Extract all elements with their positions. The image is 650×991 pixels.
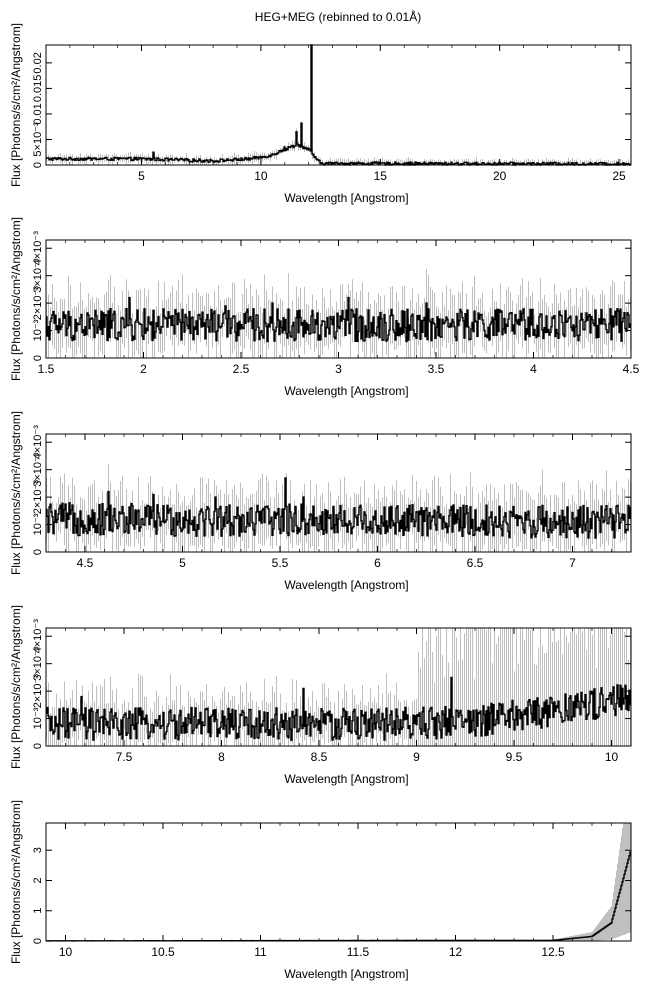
y-tick-label: 0	[32, 937, 44, 945]
y-tick-label: 1	[32, 907, 44, 914]
x-tick-label: 3.5	[427, 362, 445, 376]
chart-title: HEG+MEG (rebinned to 0.01Å)	[254, 10, 422, 24]
y-tick-label: 4×10⁻³	[32, 425, 44, 460]
spectrum-line	[46, 45, 631, 165]
x-tick-label: 7	[569, 556, 576, 570]
panel-2	[9, 217, 640, 398]
x-tick-label: 10	[254, 169, 268, 183]
x-tick-label: 7.5	[115, 750, 133, 764]
x-tick-label: 4	[530, 362, 537, 376]
x-tick-label: 4.5	[76, 556, 94, 570]
y-tick-label: 0	[32, 161, 44, 169]
y-axis-label: Flux [Photons/s/cm²/Angstrom]	[9, 22, 23, 188]
y-tick-label: 4×10⁻³	[32, 619, 44, 654]
plot-frame	[46, 45, 631, 165]
y-tick-label: 3×10⁻³	[32, 258, 44, 293]
x-tick-label: 12	[448, 945, 463, 959]
y-tick-label: 2×10⁻³	[32, 673, 44, 709]
x-tick-label: 10	[604, 750, 619, 764]
x-tick-label: 15	[373, 169, 387, 183]
x-tick-label: 11	[254, 945, 267, 959]
x-axis-label: Wavelength [Angstrom]	[284, 772, 409, 786]
x-tick-label: 2.5	[232, 362, 250, 376]
plot-frame	[46, 823, 631, 941]
y-axis-label: Flux [Photons/s/cm²/Angstrom]	[9, 216, 23, 382]
panel-3	[9, 411, 631, 592]
y-tick-label: 10⁻³	[32, 319, 44, 342]
x-tick-label: 9.5	[505, 750, 523, 764]
y-tick-label: 0.01	[32, 103, 44, 125]
y-tick-label: 3	[32, 847, 44, 854]
panel-5	[9, 800, 631, 981]
y-tick-label: 10⁻³	[32, 707, 44, 730]
y-tick-label: 0.015	[32, 74, 44, 103]
x-tick-label: 8	[218, 750, 225, 764]
x-tick-label: 12.5	[541, 945, 565, 959]
y-tick-label: 3×10⁻³	[32, 646, 44, 681]
panel-1	[9, 23, 631, 205]
y-tick-label: 10⁻³	[32, 513, 44, 536]
y-tick-label: 3×10⁻³	[32, 452, 44, 487]
spectrum-line	[46, 852, 631, 941]
panel-4	[9, 605, 631, 786]
x-tick-label: 5	[179, 556, 186, 570]
x-tick-label: 11.5	[346, 945, 370, 959]
x-tick-label: 10.5	[151, 945, 175, 959]
x-axis-label: Wavelength [Angstrom]	[284, 384, 409, 398]
y-tick-label: 2×10⁻³	[32, 479, 44, 515]
y-tick-label: 0.02	[32, 52, 45, 74]
y-tick-label: 2	[32, 877, 44, 884]
x-tick-label: 20	[492, 169, 507, 183]
x-tick-label: 2	[140, 362, 147, 376]
x-tick-label: 1.5	[37, 362, 55, 376]
x-tick-label: 8.5	[310, 750, 328, 764]
y-tick-label: 0	[32, 742, 44, 750]
y-axis-label: Flux [Photons/s/cm²/Angstrom]	[9, 604, 23, 770]
x-tick-label: 6.5	[466, 556, 484, 570]
y-axis-label: Flux [Photons/s/cm²/Angstrom]	[9, 799, 23, 965]
x-tick-label: 4.5	[622, 362, 640, 376]
error-bars	[47, 823, 631, 941]
y-tick-label: 4×10⁻³	[32, 231, 44, 266]
x-tick-label: 5.5	[271, 556, 289, 570]
x-tick-label: 10	[58, 945, 73, 959]
y-tick-label: 5×10⁻³	[32, 122, 44, 157]
x-tick-label: 25	[612, 169, 626, 183]
x-axis-label: Wavelength [Angstrom]	[284, 967, 409, 981]
x-tick-label: 5	[138, 169, 145, 183]
y-tick-label: 0	[32, 548, 44, 556]
y-tick-label: 2×10⁻³	[32, 285, 44, 321]
x-axis-label: Wavelength [Angstrom]	[284, 578, 409, 592]
x-axis-label: Wavelength [Angstrom]	[284, 191, 409, 205]
x-tick-label: 3	[335, 362, 342, 376]
x-tick-label: 6	[374, 556, 381, 570]
x-tick-label: 9	[413, 750, 420, 764]
y-axis-label: Flux [Photons/s/cm²/Angstrom]	[9, 410, 23, 576]
y-tick-label: 0	[32, 354, 44, 362]
